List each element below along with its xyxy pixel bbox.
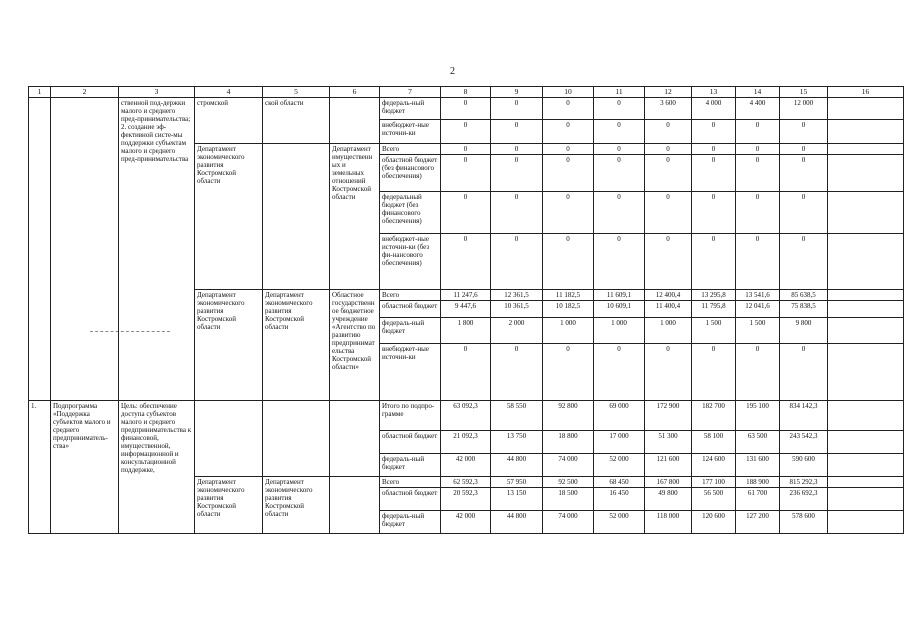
value-cell: 0 xyxy=(736,344,780,401)
subprogram-responsible-dept: Департамент экономического развития Костромской области xyxy=(195,477,263,534)
value-cell: 0 xyxy=(736,155,780,192)
column-header-1: 1 xyxy=(29,87,51,98)
cell-col16-empty xyxy=(828,192,904,234)
value-cell: 118 000 xyxy=(645,511,692,534)
value-cell: 12 000 xyxy=(780,98,828,120)
source-label: федераль-ный бюджет xyxy=(380,98,441,120)
value-cell: 0 xyxy=(780,192,828,234)
subprogram-col6-empty-2 xyxy=(330,477,380,534)
value-cell: 13 150 xyxy=(491,488,543,511)
value-cell: 0 xyxy=(441,192,491,234)
value-cell: 21 092,3 xyxy=(441,431,491,454)
cell-col16-empty xyxy=(828,454,904,477)
value-cell: 0 xyxy=(594,155,645,192)
value-cell: 13 541,6 xyxy=(736,290,780,301)
value-cell: 0 xyxy=(491,234,543,290)
column-header-13: 13 xyxy=(692,87,736,98)
table-row xyxy=(29,401,904,431)
value-cell: 0 xyxy=(543,155,594,192)
value-cell: 68 450 xyxy=(594,477,645,488)
subprogram-goal: Цель: обеспечение доступа субъектов малого и среднего предпринимательства к финансовой, имущественной, информационной и консультационной поддержке, xyxy=(119,401,195,534)
value-cell: 131 600 xyxy=(736,454,780,477)
column-header-8: 8 xyxy=(441,87,491,98)
column-header-11: 11 xyxy=(594,87,645,98)
value-cell: 182 700 xyxy=(692,401,736,431)
value-cell: 52 000 xyxy=(594,511,645,534)
value-cell: 0 xyxy=(543,120,594,144)
subprogram-resp-empty xyxy=(195,401,263,477)
cell-col16-empty xyxy=(828,301,904,318)
value-cell: 0 xyxy=(692,155,736,192)
source-label: областной бюджет xyxy=(380,301,441,318)
value-cell: 4 000 xyxy=(692,98,736,120)
value-cell: 0 xyxy=(491,98,543,120)
source-label: внебюджет-ные источни-ки (без фи-нансового обеспечения) xyxy=(380,234,441,290)
value-cell: 52 000 xyxy=(594,454,645,477)
value-cell: 69 000 xyxy=(594,401,645,431)
value-cell: 61 700 xyxy=(736,488,780,511)
value-cell: 172 900 xyxy=(645,401,692,431)
column-header-15: 15 xyxy=(780,87,828,98)
value-cell: 0 xyxy=(645,344,692,401)
cell-col16-empty xyxy=(828,234,904,290)
value-cell: 127 200 xyxy=(736,511,780,534)
value-cell: 17 000 xyxy=(594,431,645,454)
value-cell: 124 600 xyxy=(692,454,736,477)
value-cell: 236 692,3 xyxy=(780,488,828,511)
cell-col16-empty xyxy=(828,401,904,431)
responsible-economic-dept: Департамент экономического развития Костромской области xyxy=(195,144,263,290)
source-label: Итого по подпро-грамме xyxy=(380,401,441,431)
cell-col16-empty xyxy=(828,477,904,488)
value-cell: 0 xyxy=(594,344,645,401)
value-cell: 9 800 xyxy=(780,318,828,344)
responsible-dept-cell: стромской xyxy=(195,98,263,144)
value-cell: 11 795,8 xyxy=(692,301,736,318)
source-label: областной бюджет (без финансового обеспечения) xyxy=(380,155,441,192)
value-cell: 0 xyxy=(543,192,594,234)
value-cell: 11 609,1 xyxy=(594,290,645,301)
column-header-16: 16 xyxy=(828,87,904,98)
source-label: федераль-ный бюджет xyxy=(380,511,441,534)
value-cell: 0 xyxy=(645,144,692,155)
value-cell: 3 600 xyxy=(645,98,692,120)
value-cell: 12 041,6 xyxy=(736,301,780,318)
subprogram-name: Подпрограмма «Поддержка субъектов малого и среднего предприниматель-ства» xyxy=(51,401,119,534)
value-cell: 11 247,6 xyxy=(441,290,491,301)
value-cell: 195 100 xyxy=(736,401,780,431)
cell-col16-empty xyxy=(828,488,904,511)
value-cell: 0 xyxy=(491,155,543,192)
value-cell: 0 xyxy=(543,98,594,120)
value-cell: 0 xyxy=(441,234,491,290)
value-cell: 0 xyxy=(441,344,491,401)
value-cell: 121 600 xyxy=(645,454,692,477)
value-cell: 12 361,5 xyxy=(491,290,543,301)
source-label: федераль-ный бюджет xyxy=(380,318,441,344)
source-label: Всего xyxy=(380,144,441,155)
value-cell: 0 xyxy=(736,234,780,290)
cell-col6-empty xyxy=(330,98,380,144)
value-cell: 0 xyxy=(491,192,543,234)
goals-text-cell: ственной под-держки малого и среднего пред-принимательства; 2. создание эф-фективной систе-мы поддержки субъектам малого и среднего пред-принимательства xyxy=(119,98,195,401)
value-cell: 0 xyxy=(594,120,645,144)
value-cell: 18 500 xyxy=(543,488,594,511)
column-header-10: 10 xyxy=(543,87,594,98)
agency-cell: Областное государственное бюджетное учреждение «Агентство по развитию предпринимательства Костромской области» xyxy=(330,290,380,401)
value-cell: 0 xyxy=(491,144,543,155)
value-cell: 1 000 xyxy=(645,318,692,344)
cell-col16-empty xyxy=(828,144,904,155)
value-cell: 0 xyxy=(692,234,736,290)
value-cell: 62 592,3 xyxy=(441,477,491,488)
cell-col16-empty xyxy=(828,155,904,192)
source-label: внебюджет-ные источни-ки xyxy=(380,120,441,144)
value-cell: 13 295,8 xyxy=(692,290,736,301)
source-label: Всего xyxy=(380,477,441,488)
value-cell: 0 xyxy=(594,192,645,234)
value-cell: 815 292,3 xyxy=(780,477,828,488)
column-header-5: 5 xyxy=(263,87,330,98)
source-label: федераль-ный бюджет xyxy=(380,454,441,477)
value-cell: 0 xyxy=(780,155,828,192)
value-cell: 188 900 xyxy=(736,477,780,488)
value-cell: 0 xyxy=(645,155,692,192)
table-row xyxy=(29,98,904,120)
executor-empty xyxy=(263,144,330,290)
column-header-7: 7 xyxy=(380,87,441,98)
value-cell: 42 000 xyxy=(441,454,491,477)
cell-col1-empty xyxy=(29,98,51,401)
value-cell: 63 500 xyxy=(736,431,780,454)
column-header-12: 12 xyxy=(645,87,692,98)
value-cell: 0 xyxy=(594,144,645,155)
value-cell: 20 592,3 xyxy=(441,488,491,511)
value-cell: 0 xyxy=(692,192,736,234)
cell-col16-empty xyxy=(828,511,904,534)
property-dept-cell: Департамент имущественных и земельных отношений Костромской области xyxy=(330,144,380,290)
value-cell: 10 609,1 xyxy=(594,301,645,318)
value-cell: 11 182,5 xyxy=(543,290,594,301)
value-cell: 44 800 xyxy=(491,454,543,477)
value-cell: 10 361,5 xyxy=(491,301,543,318)
value-cell: 0 xyxy=(441,144,491,155)
value-cell: 0 xyxy=(491,344,543,401)
column-header-9: 9 xyxy=(491,87,543,98)
value-cell: 590 600 xyxy=(780,454,828,477)
value-cell: 75 838,5 xyxy=(780,301,828,318)
value-cell: 13 750 xyxy=(491,431,543,454)
value-cell: 58 550 xyxy=(491,401,543,431)
value-cell: 0 xyxy=(594,234,645,290)
value-cell: 0 xyxy=(780,344,828,401)
subprogram-exec-empty xyxy=(263,401,330,477)
cell-col16-empty xyxy=(828,431,904,454)
source-label: областной бюджет xyxy=(380,488,441,511)
value-cell: 10 182,5 xyxy=(543,301,594,318)
value-cell: 0 xyxy=(780,144,828,155)
value-cell: 167 800 xyxy=(645,477,692,488)
value-cell: 0 xyxy=(736,192,780,234)
value-cell: 1 000 xyxy=(543,318,594,344)
column-header-14: 14 xyxy=(736,87,780,98)
responsible-economic-dept-2: Департамент экономического развития Костромской области xyxy=(195,290,263,401)
source-label: областной бюджет xyxy=(380,431,441,454)
value-cell: 834 142,3 xyxy=(780,401,828,431)
value-cell: 0 xyxy=(645,120,692,144)
value-cell: 51 300 xyxy=(645,431,692,454)
cell-col16-empty xyxy=(828,318,904,344)
value-cell: 0 xyxy=(441,98,491,120)
cell-col16-empty xyxy=(828,290,904,301)
value-cell: 0 xyxy=(441,120,491,144)
cell-col16-empty xyxy=(828,98,904,120)
value-cell: 0 xyxy=(780,120,828,144)
value-cell: 9 447,6 xyxy=(441,301,491,318)
column-header-2: 2 xyxy=(51,87,119,98)
value-cell: 0 xyxy=(736,144,780,155)
column-header-6: 6 xyxy=(330,87,380,98)
subprogram-col6-empty xyxy=(330,401,380,477)
value-cell: 0 xyxy=(441,155,491,192)
value-cell: 0 xyxy=(645,234,692,290)
value-cell: 578 600 xyxy=(780,511,828,534)
value-cell: 0 xyxy=(543,234,594,290)
value-cell: 0 xyxy=(780,234,828,290)
value-cell: 57 950 xyxy=(491,477,543,488)
value-cell: 0 xyxy=(543,344,594,401)
value-cell: 0 xyxy=(543,144,594,155)
value-cell: 4 400 xyxy=(736,98,780,120)
value-cell: 92 800 xyxy=(543,401,594,431)
value-cell: 1 500 xyxy=(692,318,736,344)
source-label: федеральный бюджет (без финансового обеспечения) xyxy=(380,192,441,234)
executor-dept-cell: ской области xyxy=(263,98,330,144)
value-cell: 120 600 xyxy=(692,511,736,534)
value-cell: 85 638,5 xyxy=(780,290,828,301)
value-cell: 56 500 xyxy=(692,488,736,511)
page-number: 2 xyxy=(450,66,455,77)
source-label: Всего xyxy=(380,290,441,301)
value-cell: 74 000 xyxy=(543,511,594,534)
value-cell: 1 800 xyxy=(441,318,491,344)
value-cell: 11 400,4 xyxy=(645,301,692,318)
source-label: внебюджет-ные источни-ки xyxy=(380,344,441,401)
cell-col16-empty xyxy=(828,120,904,144)
cell-col2-empty xyxy=(51,98,119,401)
value-cell: 177 100 xyxy=(692,477,736,488)
value-cell: 0 xyxy=(692,144,736,155)
value-cell: 63 092,3 xyxy=(441,401,491,431)
value-cell: 12 400,4 xyxy=(645,290,692,301)
value-cell: 44 800 xyxy=(491,511,543,534)
value-cell: 0 xyxy=(491,120,543,144)
header-row xyxy=(29,87,904,98)
value-cell: 0 xyxy=(594,98,645,120)
value-cell: 243 542,3 xyxy=(780,431,828,454)
value-cell: 0 xyxy=(645,192,692,234)
value-cell: 0 xyxy=(736,120,780,144)
value-cell: 16 450 xyxy=(594,488,645,511)
executor-economic-dept: Департамент экономического развития Костромской области xyxy=(263,290,330,401)
value-cell: 18 800 xyxy=(543,431,594,454)
value-cell: 2 000 xyxy=(491,318,543,344)
value-cell: 92 500 xyxy=(543,477,594,488)
value-cell: 0 xyxy=(692,344,736,401)
budget-table xyxy=(28,86,904,534)
subprogram-number: 1. xyxy=(29,401,51,534)
value-cell: 42 000 xyxy=(441,511,491,534)
subprogram-executor-dept: Департамент экономического развития Костромской области xyxy=(263,477,330,534)
value-cell: 0 xyxy=(692,120,736,144)
value-cell: 58 100 xyxy=(692,431,736,454)
value-cell: 1 000 xyxy=(594,318,645,344)
column-header-4: 4 xyxy=(195,87,263,98)
value-cell: 74 000 xyxy=(543,454,594,477)
value-cell: 49 800 xyxy=(645,488,692,511)
column-header-3: 3 xyxy=(119,87,195,98)
cell-col16-empty xyxy=(828,344,904,401)
value-cell: 1 500 xyxy=(736,318,780,344)
